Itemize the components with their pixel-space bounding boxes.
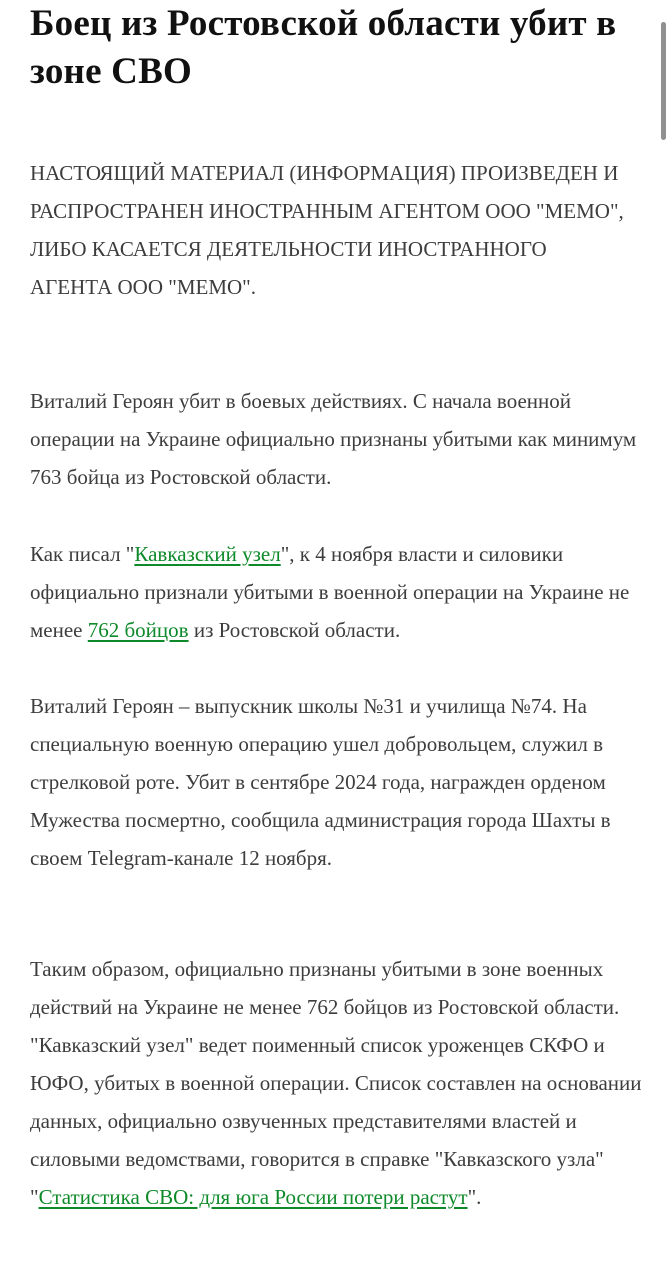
paragraph-biography: Виталий Героян – выпускник школы №31 и училища №74. На специальную военную операцию ушел добровольцем, служил в стрелковой роте. Убит в сентябре 2024 года, награжден орденом Мужества посмертно, сообщила администрация города Шахты в своем Telegram-канале 12 ноября.: [30, 694, 611, 870]
article: [30, 0, 645, 1209]
article-title: Боец из Ростовской области убит в зоне СВО: [30, 3, 617, 92]
paragraph-source-text-before: Как писал ": [30, 542, 135, 566]
paragraph-source-text-after: из Ростовской области.: [188, 618, 401, 642]
paragraph-summary-text-before: Таким образом, официально признаны убитыми в зоне военных действий на Украине не менее 762 бойцов из Ростовской области. "Кавказский узел" ведет поименный список уроженцев СКФО и ЮФО, убитых в военной операции. Список составлен на основании данных, официально озвученных представителями властей и силовыми ведомствами, говорится в справке "Кавказского узла" ": [30, 957, 642, 1209]
paragraph-summary-text-after: ".: [467, 1185, 482, 1209]
paragraph-source-text-mid: ", к 4 ноября власти и силовики официально признали убитыми в военной операции на Украине не менее: [30, 542, 630, 642]
scrollbar[interactable]: [661, 22, 666, 140]
762-fighters-link[interactable]: 762 бойцов: [87, 618, 189, 642]
foreign-agent-disclaimer: НАСТОЯЩИЙ МАТЕРИАЛ (ИНФОРМАЦИЯ) ПРОИЗВЕДЕН И РАСПРОСТРАНЕН ИНОСТРАННЫМ АГЕНТОМ ООО "МЕМО", ЛИБО КАСАЕТСЯ ДЕЯТЕЛЬНОСТИ ИНОСТРАННОГО АГЕНТА ООО "МЕМО".: [30, 161, 624, 299]
paragraph-summary: [30, 950, 645, 1216]
paragraph-intro: Виталий Героян убит в боевых действиях. С начала военной операции на Украине официально признаны убитыми как минимум 763 бойца из Ростовской области.: [30, 389, 637, 489]
kavkazsky-uzel-link[interactable]: Кавказский узел: [134, 542, 281, 566]
svo-statistics-link[interactable]: Статистика СВО: для юга России потери растут: [38, 1185, 468, 1209]
paragraph-source: [30, 535, 645, 649]
